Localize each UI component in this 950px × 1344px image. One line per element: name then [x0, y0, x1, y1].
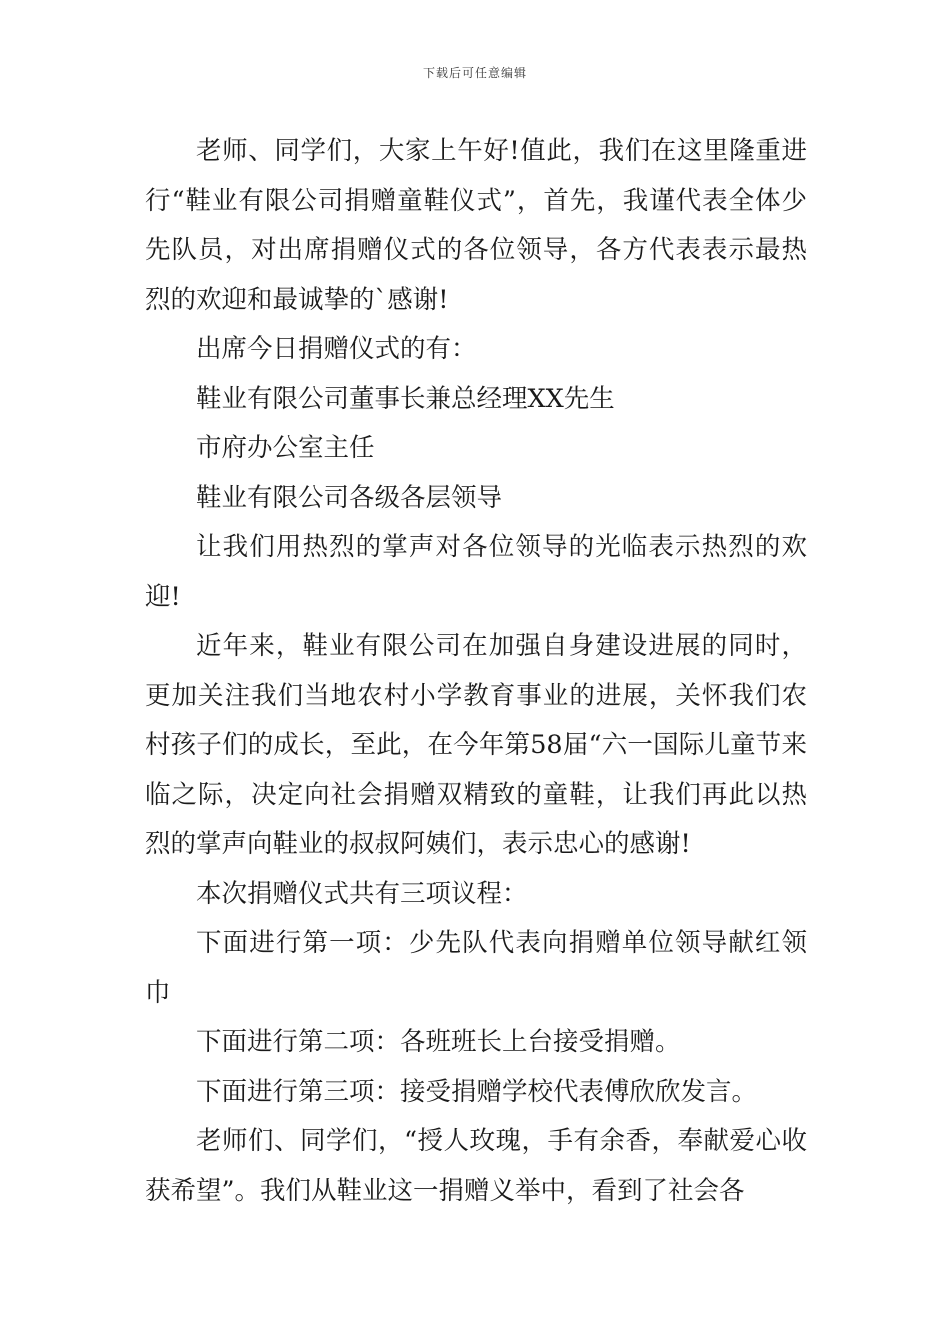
- paragraph-welcome: 让我们用热烈的掌声对各位领导的光临表示热烈的欢迎!: [145, 532, 807, 612]
- paragraph-attendee-office-director: 市府办公室主任: [196, 433, 375, 463]
- paragraph-agenda-intro: 本次捐赠仪式共有三项议程：: [196, 878, 528, 909]
- paragraph-attendee-leaders: 鞋业有限公司各级各层领导: [196, 482, 503, 513]
- document-body: [145, 127, 807, 1216]
- paragraph-opening: 老师、同学们，大家上午好!值此，我们在这里隆重进行“鞋业有限公司捐赠童鞋仪式”，首先，我谨代表全体少先队员，对出席捐赠仪式的各位领导，各方代表表示最热烈的欢迎和最诚挚的`感谢!: [145, 136, 807, 315]
- paragraph-agenda-item-2: 下面进行第二项：各班班长上台接受捐赠。: [196, 1027, 681, 1057]
- paragraph-attendees-intro: 出席今日捐赠仪式的有：: [196, 334, 477, 364]
- page-header-note: 下载后可任意编辑: [422, 66, 527, 80]
- paragraph-agenda-item-3: 下面进行第三项：接受捐赠学校代表傅欣欣发言。: [196, 1076, 758, 1107]
- paragraph-agenda-item-1: 下面进行第一项：少先队代表向捐赠单位领导献红领巾: [145, 928, 807, 1008]
- paragraph-attendee-chairman: 鞋业有限公司董事长兼总经理XX先生: [196, 383, 615, 414]
- paragraph-background: 近年来，鞋业有限公司在加强自身建设进展的同时，更加关注我们当地农村小学教育事业的进展，关怀我们农村孩子们的成长，至此，在今年第58届“六一国际儿童节来临之际，决定向社会捐赠双精致的童鞋，让我们再此以热烈的掌声向鞋业的叔叔阿姨们，表示忠心的感谢!: [145, 631, 807, 859]
- paragraph-closing: 老师们、同学们，“授人玫瑰，手有余香，奉献爱心收获希望”。我们从鞋业这一捐赠义举中，看到了社会各: [145, 1126, 807, 1206]
